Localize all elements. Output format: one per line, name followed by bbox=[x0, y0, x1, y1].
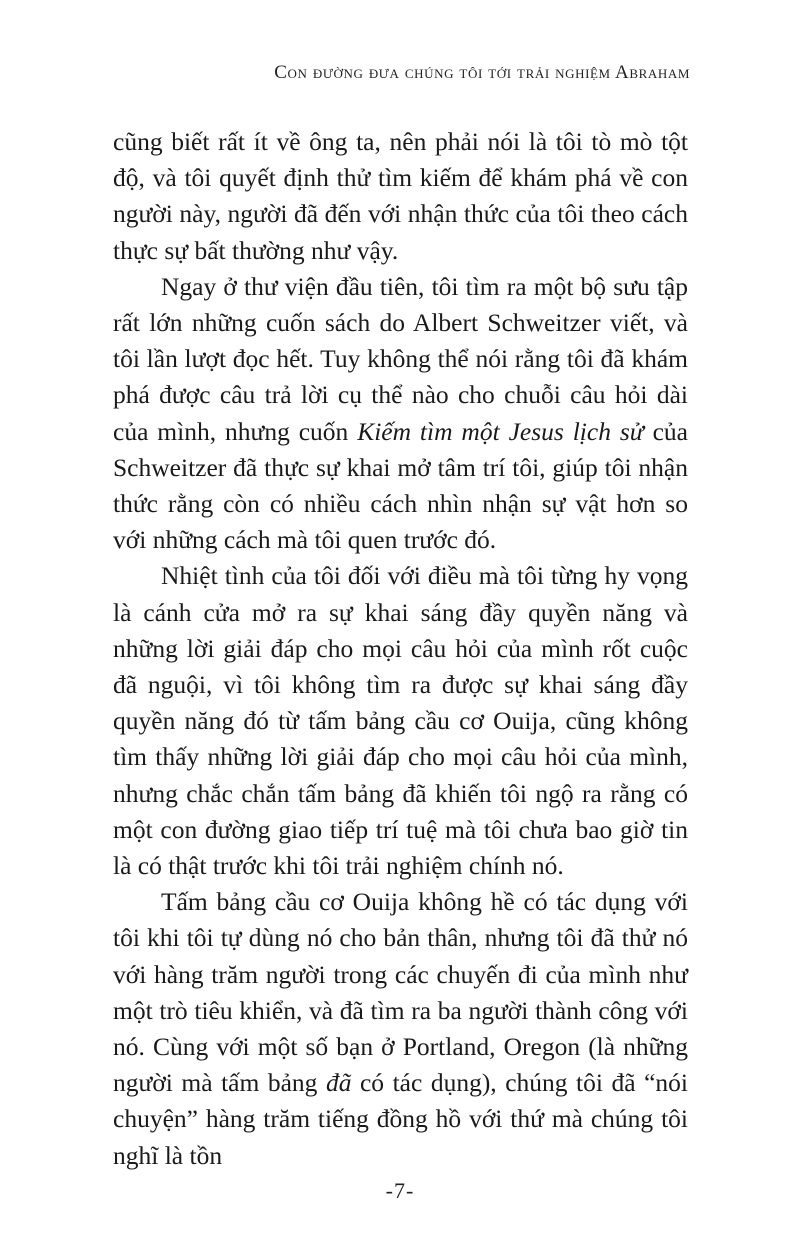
paragraph-4: Tấm bảng cầu cơ Ouija không hề có tác dụng với tôi khi tôi tự dùng nó cho bản thân, nhưng tôi đã thử nó với hàng trăm người trong các chuyến đi của mình như một trò tiêu khiển, và đã tìm ra ba người thành công với nó. Cùng với một số bạn ở Portland, Oregon (là những người mà tấm bảng đã có tác dụng), chúng tôi đã “nói chuyện” hàng trăm tiếng đồng hồ với thứ mà chúng tôi nghĩ là tồn bbox=[113, 887, 688, 1170]
page-number: -7- bbox=[385, 1178, 415, 1203]
book-title-italic: Kiếm tìm một Jesus lịch sử bbox=[357, 416, 644, 446]
body-text bbox=[113, 124, 688, 1174]
paragraph-1: cũng biết rất ít về ông ta, nên phải nói là tôi tò mò tột độ, và tôi quyết định thử tìm kiếm để khám phá về con người này, người đã đến với nhận thức của tôi theo cách thực sự bất thường như vậy. bbox=[113, 127, 688, 265]
paragraph-3: Nhiệt tình của tôi đối với điều mà tôi từng hy vọng là cánh cửa mở ra sự khai sáng đầy quyền năng và những lời giải đáp cho mọi câu hỏi của mình rốt cuộc đã nguội, vì tôi không tìm ra được sự khai sáng đầy quyền năng đó từ tấm bảng cầu cơ Ouija, cũng không tìm thấy những lời giải đáp cho mọi câu hỏi của mình, nhưng chắc chắn tấm bảng đã khiến tôi ngộ ra rằng có một con đường giao tiếp trí tuệ mà tôi chưa bao giờ tin là có thật trước khi tôi trải nghiệm chính nó. bbox=[113, 561, 688, 881]
running-header: Con đường đưa chúng tôi tới trải nghiệm Abraham bbox=[274, 62, 690, 83]
paragraph-2: Ngay ở thư viện đầu tiên, tôi tìm ra một bộ sưu tập rất lớn những cuốn sách do Albert Schweitzer viết, và tôi lần lượt đọc hết. Tuy không thể nói rằng tôi đã khám phá được câu trả lời cụ thể nào cho chuỗi câu hỏi dài của mình, nhưng cuốn Kiếm tìm một Jesus lịch sử của Schweitzer đã thực sự khai mở tâm trí tôi, giúp tôi nhận thức rằng còn có nhiều cách nhìn nhận sự vật hơn so với những cách mà tôi quen trước đó. bbox=[113, 271, 688, 555]
emphasis-italic: đã bbox=[325, 1068, 352, 1098]
